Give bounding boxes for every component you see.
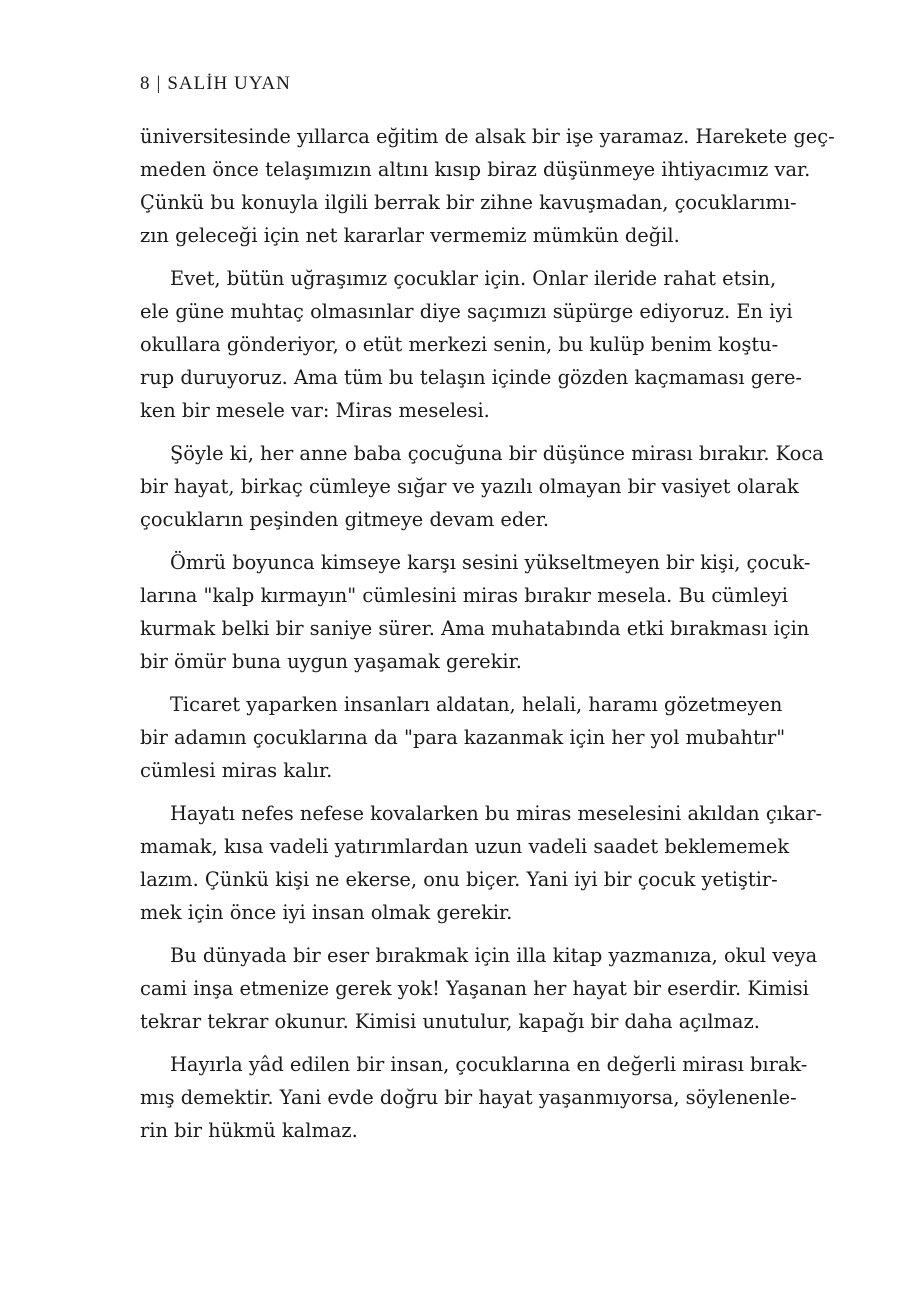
text-line: ele güne muhtaç olmasınlar diye saçımızı süpürge ediyoruz. En iyi [140, 300, 793, 323]
text-line: üniversitesinde yıllarca eğitim de alsak bir işe yaramaz. Harekete geç- [140, 125, 835, 148]
text-line: bir hayat, birkaç cümleye sığar ve yazılı olmayan bir vasiyet olarak [140, 475, 799, 498]
text-line: Bu dünyada bir eser bırakmak için illa kitap yazmanıza, okul veya [170, 944, 818, 967]
text-line: Ömrü boyunca kimseye karşı sesini yükseltmeyen bir kişi, çocuk- [170, 551, 811, 574]
text-line: zın geleceği için net kararlar vermemiz mümkün değil. [140, 224, 680, 247]
text-line: mek için önce iyi insan olmak gerekir. [140, 901, 513, 924]
text-line: bir adamın çocuklarına da "para kazanmak için her yol mubahtır" [140, 726, 786, 749]
paragraph [140, 546, 811, 678]
text-line: tekrar tekrar okunur. Kimisi unutulur, kapağı bir daha açılmaz. [140, 1010, 760, 1033]
paragraph [140, 120, 835, 252]
text-line: Ticaret yaparken insanları aldatan, helali, haramı gözetmeyen [170, 693, 783, 716]
text-line: mamak, kısa vadeli yatırımlardan uzun vadeli saadet beklememek [140, 835, 790, 858]
text-line: kurmak belki bir saniye sürer. Ama muhatabında etki bırakması için [140, 617, 810, 640]
text-line: Hayatı nefes nefese kovalarken bu miras meselesini akıldan çıkar- [170, 802, 823, 825]
text-line: cami inşa etmenize gerek yok! Yaşanan her hayat bir eserdir. Kimisi [140, 977, 809, 1000]
paragraph [140, 262, 802, 427]
text-line: okullara gönderiyor, o etüt merkezi senin, bu kulüp benim koştu- [140, 333, 779, 356]
body-text [140, 120, 835, 1157]
text-line: mış demektir. Yani evde doğru bir hayat yaşanmıyorsa, söylenenle- [140, 1086, 797, 1109]
text-line: Şöyle ki, her anne baba çocuğuna bir düşünce mirası bırakır. Koca [170, 442, 824, 465]
paragraph [140, 939, 818, 1038]
paragraph [140, 797, 823, 929]
text-line: Hayırla yâd edilen bir insan, çocuklarına en değerli mirası bırak- [170, 1053, 808, 1076]
text-line: rin bir hükmü kalmaz. [140, 1119, 358, 1142]
text-line: çocukların peşinden gitmeye devam eder. [140, 508, 550, 531]
running-header [140, 73, 291, 95]
text-line: lazım. Çünkü kişi ne ekerse, onu biçer. Yani iyi bir çocuk yetiştir- [140, 868, 778, 891]
text-line: rup duruyoruz. Ama tüm bu telaşın içinde gözden kaçmaması gere- [140, 366, 802, 389]
paragraph [140, 437, 824, 536]
text-line: meden önce telaşımızın altını kısıp biraz düşünmeye ihtiyacımız var. [140, 158, 811, 181]
header-separator: | [156, 73, 162, 94]
text-line: ken bir mesele var: Miras meselesi. [140, 399, 490, 422]
text-line: larına "kalp kırmayın" cümlesini miras bırakır mesela. Bu cümleyi [140, 584, 788, 607]
text-line: cümlesi miras kalır. [140, 759, 333, 782]
paragraph [140, 688, 786, 787]
text-line: bir ömür buna uygun yaşamak gerekir. [140, 650, 522, 673]
author-name: SALİH UYAN [167, 73, 291, 94]
text-line: Evet, bütün uğraşımız çocuklar için. Onlar ileride rahat etsin, [170, 267, 777, 290]
paragraph [140, 1048, 808, 1147]
page-number: 8 [140, 73, 151, 94]
text-line: Çünkü bu konuyla ilgili berrak bir zihne kavuşmadan, çocuklarımı- [140, 191, 797, 214]
